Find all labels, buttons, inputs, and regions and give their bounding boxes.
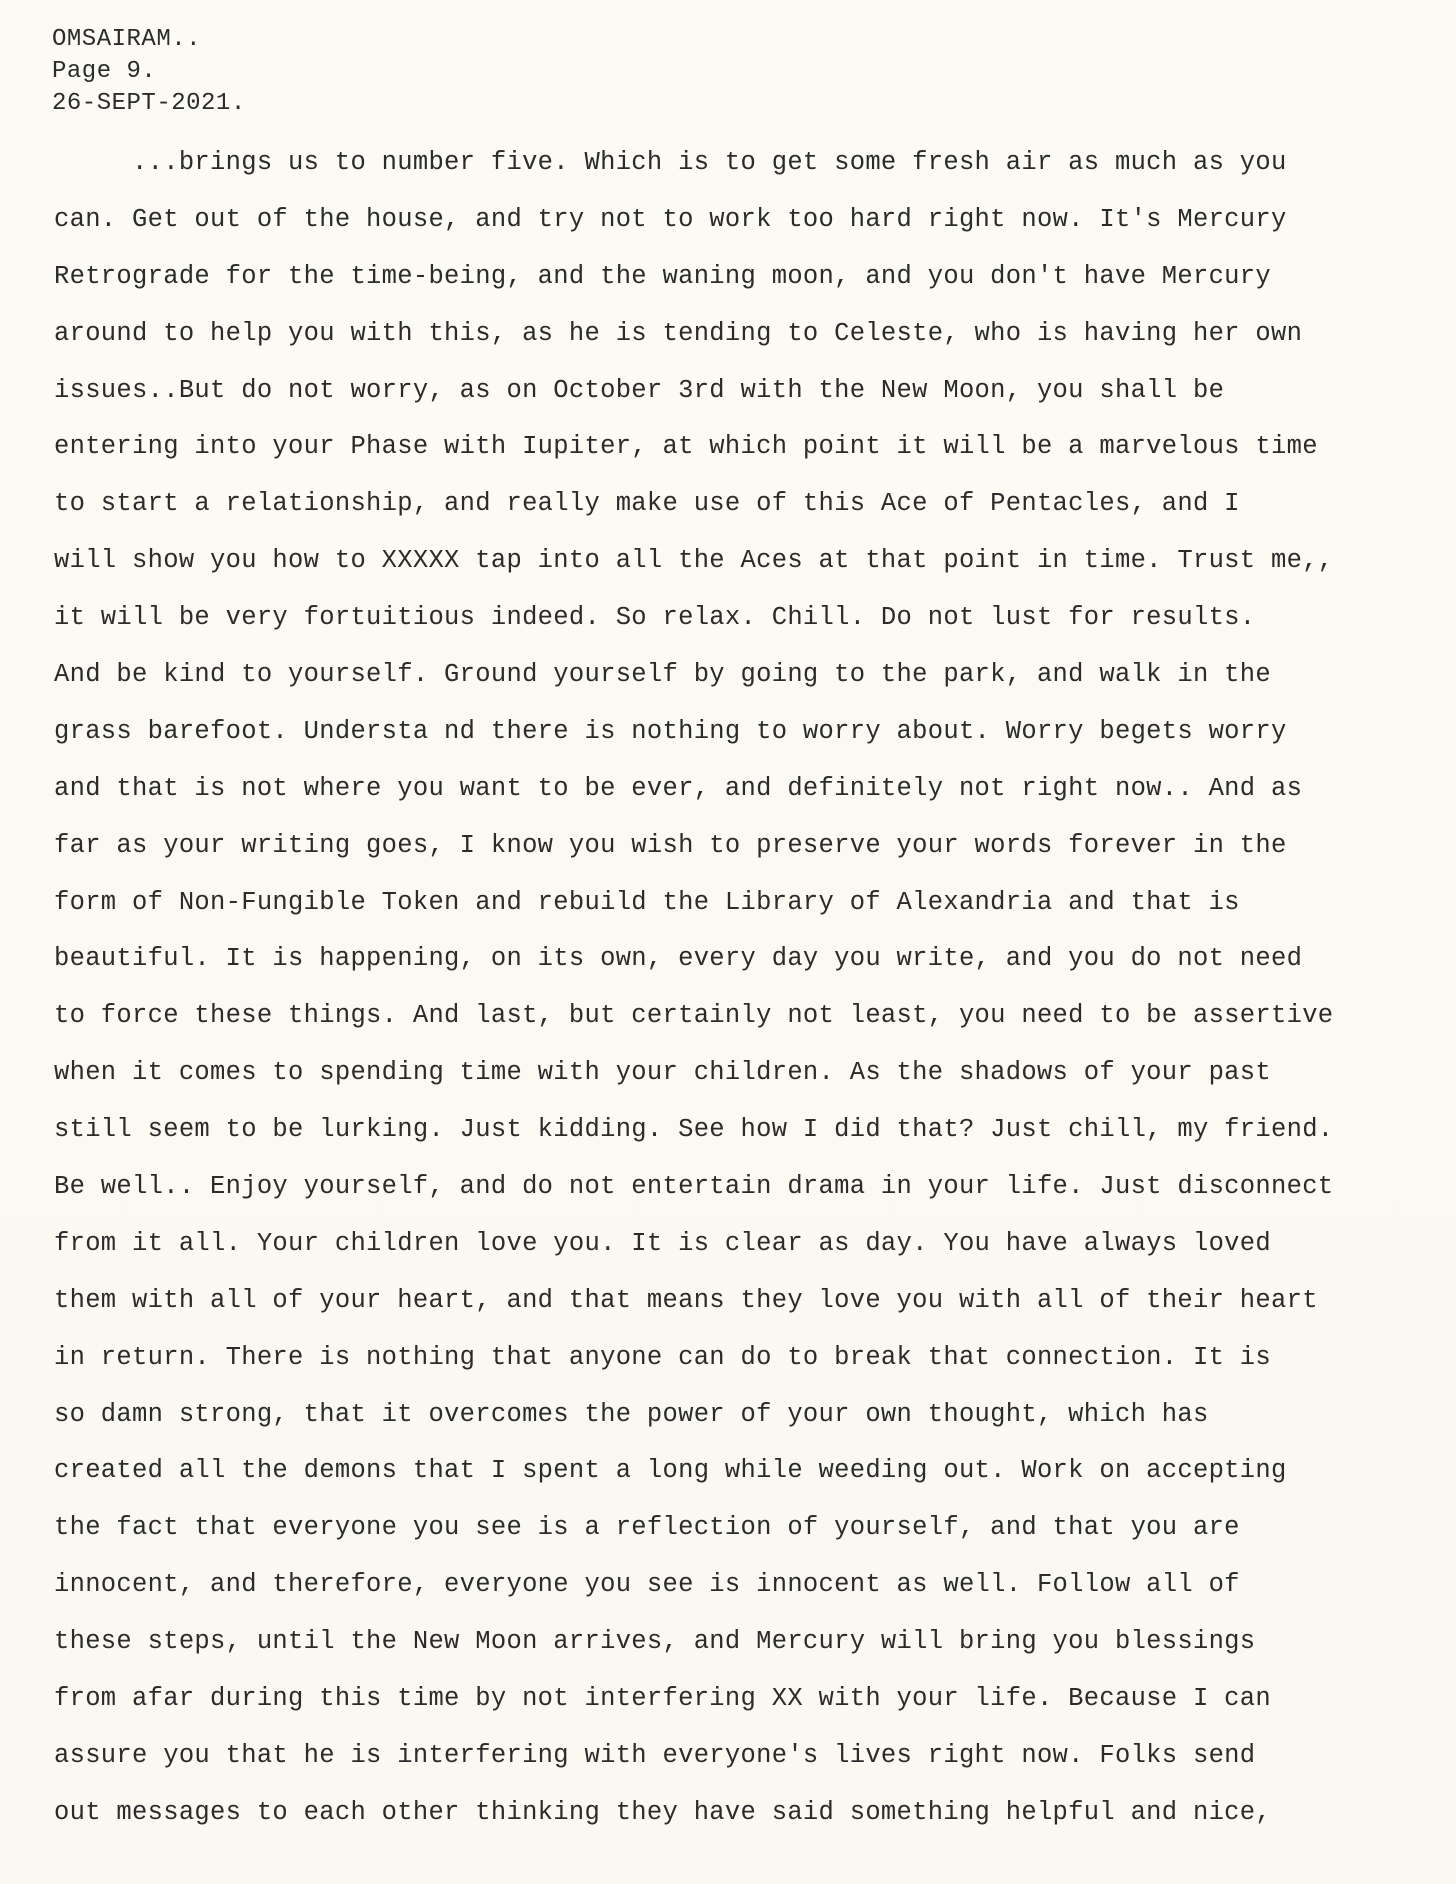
- text-line: form of Non-Fungible Token and rebuild the Library of Alexandria and that is: [54, 887, 1240, 917]
- text-line: to start a relationship, and really make use of this Ace of Pentacles, and I: [54, 489, 1240, 519]
- text-line: these steps, until the New Moon arrives, and Mercury will bring you blessings: [54, 1627, 1256, 1657]
- text-line: will show you how to XXXXX tap into all the Aces at that point in time. Trust me,,: [54, 546, 1334, 576]
- page-number: Page 9.: [52, 58, 157, 85]
- text-line: And be kind to yourself. Ground yourself by going to the park, and walk in the: [54, 660, 1271, 690]
- text-line: assure you that he is interfering with everyone's lives right now. Folks send: [54, 1740, 1256, 1770]
- text-line: far as your writing goes, I know you wish to preserve your words forever in the: [54, 830, 1287, 860]
- page-header: [52, 24, 246, 120]
- text-line: the fact that everyone you see is a reflection of yourself, and that you are: [54, 1513, 1240, 1543]
- text-line: ...brings us to number five. Which is to get some fresh air as much as you: [54, 148, 1287, 177]
- text-line: still seem to be lurking. Just kidding. See how I did that? Just chill, my friend.: [54, 1115, 1334, 1145]
- text-line: around to help you with this, as he is tending to Celeste, who is having her own: [54, 318, 1303, 348]
- text-line: entering into your Phase with Iupiter, at which point it will be a marvelous time: [54, 432, 1318, 462]
- text-line: beautiful. It is happening, on its own, every day you write, and you do not need: [54, 944, 1303, 974]
- text-line: out messages to each other thinking they have said something helpful and nice,: [54, 1797, 1271, 1827]
- text-line: grass barefoot. Understa nd there is nothing to worry about. Worry begets worry: [54, 716, 1287, 746]
- body-text: [54, 147, 1454, 1854]
- text-line: in return. There is nothing that anyone can do to break that connection. It is: [54, 1342, 1271, 1372]
- text-line: so damn strong, that it overcomes the power of your own thought, which has: [54, 1399, 1209, 1429]
- text-line: Be well.. Enjoy yourself, and do not entertain drama in your life. Just disconnect: [54, 1172, 1334, 1202]
- text-line: from afar during this time by not interfering XX with your life. Because I can: [54, 1684, 1271, 1714]
- text-line: from it all. Your children love you. It is clear as day. You have always loved: [54, 1228, 1271, 1258]
- text-line: issues..But do not worry, as on October 3rd with the New Moon, you shall be: [54, 375, 1225, 405]
- text-line: Retrograde for the time-being, and the waning moon, and you don't have Mercury: [54, 261, 1271, 291]
- text-line: it will be very fortuitious indeed. So relax. Chill. Do not lust for results.: [54, 603, 1256, 633]
- text-line: innocent, and therefore, everyone you see is innocent as well. Follow all of: [54, 1570, 1240, 1600]
- text-line: to force these things. And last, but certainly not least, you need to be assertive: [54, 1001, 1334, 1031]
- page-date: 26-SEPT-2021.: [52, 90, 246, 117]
- text-line: and that is not where you want to be ever, and definitely not right now.. And as: [54, 773, 1303, 803]
- text-line: created all the demons that I spent a long while weeding out. Work on accepting: [54, 1456, 1287, 1486]
- text-line: them with all of your heart, and that means they love you with all of their heart: [54, 1285, 1318, 1315]
- text-line: can. Get out of the house, and try not to work too hard right now. It's Mercury: [54, 204, 1287, 234]
- text-line: when it comes to spending time with your children. As the shadows of your past: [54, 1058, 1271, 1088]
- header-title: OMSAIRAM..: [52, 26, 202, 53]
